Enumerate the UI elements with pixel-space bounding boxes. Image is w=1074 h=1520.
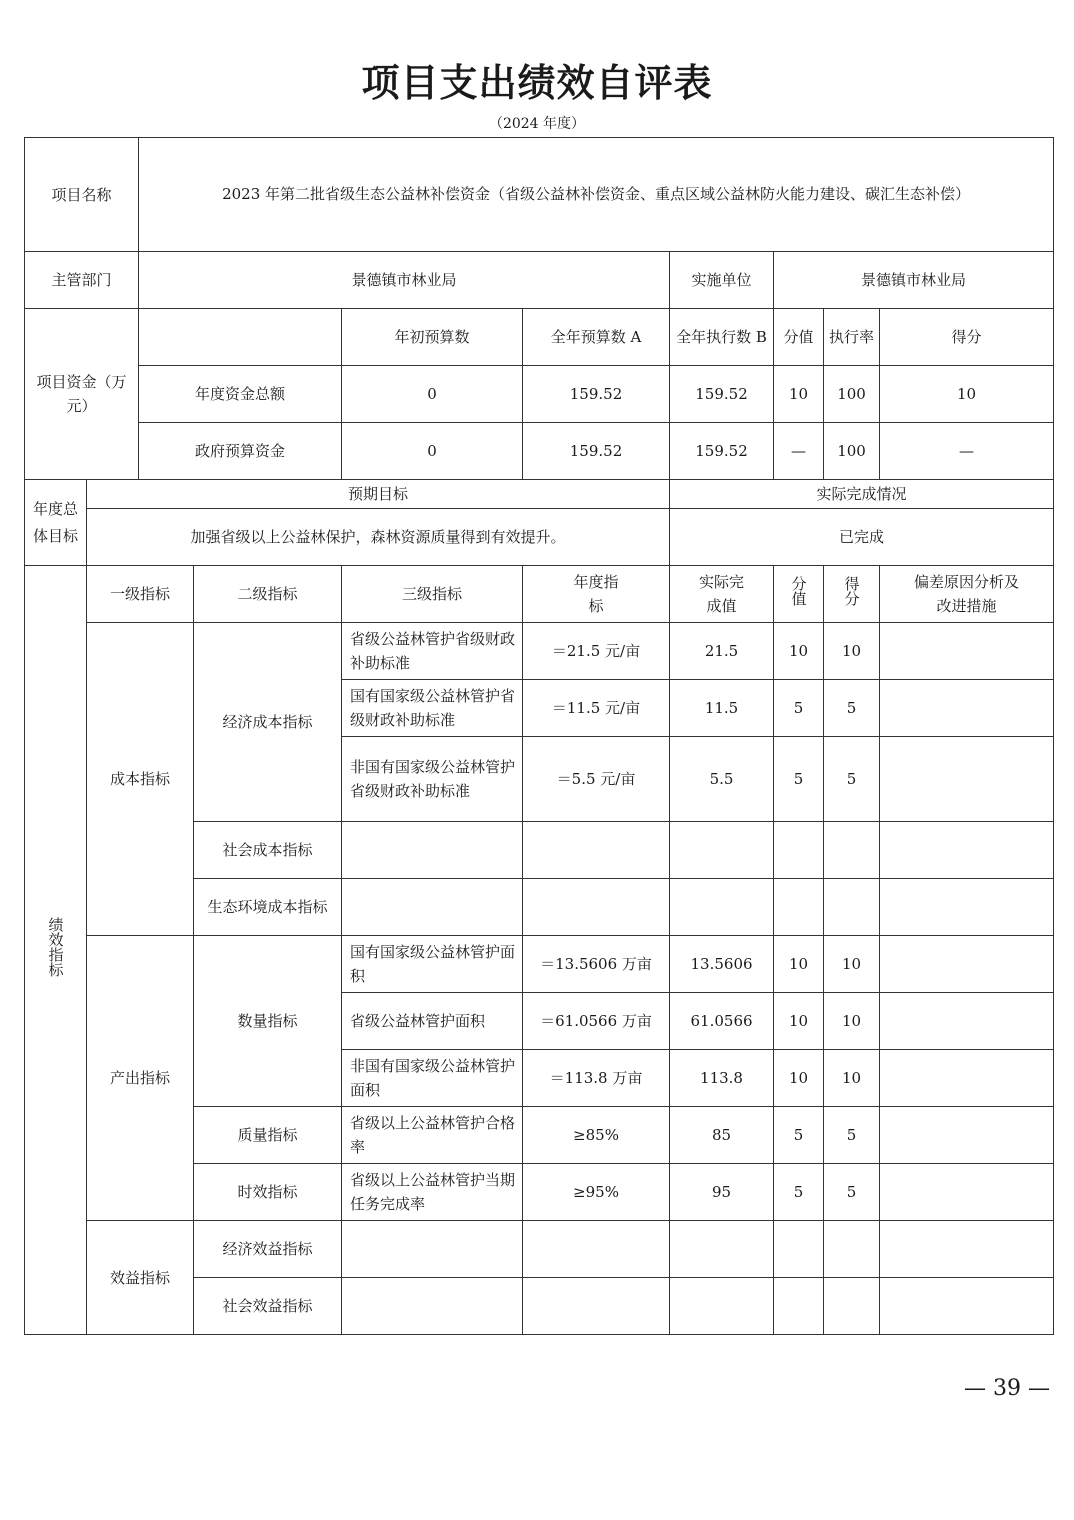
funds-cell: — <box>774 423 824 480</box>
got-cell <box>824 822 880 879</box>
reason-cell <box>880 1221 1054 1278</box>
level2-cell: 经济成本指标 <box>194 623 342 822</box>
level2-cell: 时效指标 <box>194 1164 342 1221</box>
funds-header-initial: 年初预算数 <box>342 309 523 366</box>
level1-cell: 产出指标 <box>87 936 194 1221</box>
ind-header-level2: 二级指标 <box>194 566 342 623</box>
actual-cell: 113.8 <box>670 1050 774 1107</box>
funds-cell: 100 <box>824 423 880 480</box>
goal-expected-header: 预期目标 <box>87 480 670 509</box>
got-cell <box>824 1278 880 1335</box>
ind-header-reason: 偏差原因分析及改进措施 <box>880 566 1054 623</box>
indicators-label <box>25 566 87 1335</box>
funds-cell: 100 <box>824 366 880 423</box>
indicator-header-row <box>25 566 1054 623</box>
target-cell <box>523 1221 670 1278</box>
level3-cell: 省级以上公益林管护当期任务完成率 <box>342 1164 523 1221</box>
project-name-row <box>25 138 1054 252</box>
level3-cell: 省级以上公益林管护合格率 <box>342 1107 523 1164</box>
actual-cell: 61.0566 <box>670 993 774 1050</box>
funds-header-row <box>25 309 1054 366</box>
reason-cell <box>880 879 1054 936</box>
level2-cell: 社会效益指标 <box>194 1278 342 1335</box>
ind-header-level1: 一级指标 <box>87 566 194 623</box>
target-cell: ＝61.0566 万亩 <box>523 993 670 1050</box>
page-number: — 39 — <box>964 1376 1050 1401</box>
actual-cell: 85 <box>670 1107 774 1164</box>
funds-row-label: 年度资金总额 <box>139 366 342 423</box>
score-cell: 5 <box>774 680 824 737</box>
reason-cell <box>880 680 1054 737</box>
funds-header-got: 得分 <box>880 309 1054 366</box>
page-title: 项目支出绩效自评表 <box>361 61 713 105</box>
level2-cell: 质量指标 <box>194 1107 342 1164</box>
funds-row <box>25 423 1054 480</box>
ind-header-got-text: 得分 <box>842 575 861 606</box>
actual-cell: 21.5 <box>670 623 774 680</box>
funds-header-blank <box>139 309 342 366</box>
reason-cell <box>880 1050 1054 1107</box>
indicator-body <box>25 566 1054 1335</box>
target-cell: ＝21.5 元/亩 <box>523 623 670 680</box>
funds-header-score: 分值 <box>774 309 824 366</box>
goal-actual: 已完成 <box>670 509 1054 566</box>
actual-cell: 5.5 <box>670 737 774 822</box>
actual-cell: 95 <box>670 1164 774 1221</box>
dept-value: 景德镇市林业局 <box>139 252 670 309</box>
reason-cell <box>880 993 1054 1050</box>
indicators-label-text: 绩效指标 <box>46 916 65 977</box>
level3-cell: 非国有国家级公益林管护面积 <box>342 1050 523 1107</box>
got-cell: 5 <box>824 737 880 822</box>
ind-header-score <box>774 566 824 623</box>
reason-cell <box>880 1164 1054 1221</box>
level2-cell: 社会成本指标 <box>194 822 342 879</box>
funds-cell: 0 <box>342 366 523 423</box>
target-cell: ＝5.5 元/亩 <box>523 737 670 822</box>
project-name-label: 项目名称 <box>25 138 139 252</box>
ind-header-actual: 实际完成值 <box>670 566 774 623</box>
target-cell <box>523 879 670 936</box>
funds-cell: 159.52 <box>523 366 670 423</box>
goal-actual-header: 实际完成情况 <box>670 480 1054 509</box>
funds-cell: 10 <box>880 366 1054 423</box>
target-cell <box>523 822 670 879</box>
reason-cell <box>880 822 1054 879</box>
level2-cell: 经济效益指标 <box>194 1221 342 1278</box>
goal-row <box>25 509 1054 566</box>
actual-cell <box>670 822 774 879</box>
actual-cell <box>670 879 774 936</box>
got-cell: 5 <box>824 1164 880 1221</box>
evaluation-table <box>24 137 1054 1335</box>
level3-cell <box>342 1221 523 1278</box>
funds-row-label: 政府预算资金 <box>139 423 342 480</box>
funds-header-executed: 全年执行数 B <box>670 309 774 366</box>
got-cell: 5 <box>824 1107 880 1164</box>
level3-cell <box>342 879 523 936</box>
score-cell <box>774 879 824 936</box>
score-cell: 5 <box>774 1107 824 1164</box>
level2-cell: 生态环境成本指标 <box>194 879 342 936</box>
ind-header-level3: 三级指标 <box>342 566 523 623</box>
funds-cell: 10 <box>774 366 824 423</box>
goal-header-row <box>25 480 1054 509</box>
score-cell: 10 <box>774 936 824 993</box>
funds-row <box>25 366 1054 423</box>
reason-cell <box>880 1107 1054 1164</box>
funds-cell: 0 <box>342 423 523 480</box>
dept-row <box>25 252 1054 309</box>
actual-cell: 11.5 <box>670 680 774 737</box>
target-cell: ＝11.5 元/亩 <box>523 680 670 737</box>
target-cell: ＝13.5606 万亩 <box>523 936 670 993</box>
got-cell: 10 <box>824 936 880 993</box>
score-cell <box>774 822 824 879</box>
level3-cell: 非国有国家级公益林管护省级财政补助标准 <box>342 737 523 822</box>
target-cell <box>523 1278 670 1335</box>
score-cell: 5 <box>774 1164 824 1221</box>
ind-header-target: 年度指标 <box>523 566 670 623</box>
funds-cell: 159.52 <box>670 423 774 480</box>
score-cell: 10 <box>774 1050 824 1107</box>
dept-label: 主管部门 <box>25 252 139 309</box>
level3-cell <box>342 1278 523 1335</box>
score-cell <box>774 1221 824 1278</box>
indicator-row <box>25 936 1054 993</box>
actual-cell: 13.5606 <box>670 936 774 993</box>
page-subtitle: （2024 年度） <box>488 116 586 132</box>
funds-cell: — <box>880 423 1054 480</box>
level3-cell: 国有国家级公益林管护面积 <box>342 936 523 993</box>
funds-cell: 159.52 <box>670 366 774 423</box>
level3-cell <box>342 822 523 879</box>
score-cell: 5 <box>774 737 824 822</box>
score-cell <box>774 1278 824 1335</box>
got-cell: 5 <box>824 680 880 737</box>
actual-cell <box>670 1278 774 1335</box>
funds-header-annual: 全年预算数 A <box>523 309 670 366</box>
indicator-row <box>25 623 1054 680</box>
actual-cell <box>670 1221 774 1278</box>
level2-cell: 数量指标 <box>194 936 342 1107</box>
target-cell: ≥85% <box>523 1107 670 1164</box>
ind-header-got <box>824 566 880 623</box>
reason-cell <box>880 623 1054 680</box>
header-section <box>25 138 1054 566</box>
funds-label: 项目资金（万元） <box>25 309 139 480</box>
target-cell: ≥95% <box>523 1164 670 1221</box>
reason-cell <box>880 737 1054 822</box>
project-name-value: 2023 年第二批省级生态公益林补偿资金（省级公益林补偿资金、重点区域公益林防火能力建设、碳汇生态补偿） <box>139 138 1054 252</box>
target-cell: ＝113.8 万亩 <box>523 1050 670 1107</box>
score-cell: 10 <box>774 623 824 680</box>
level1-cell: 成本指标 <box>87 623 194 936</box>
level3-cell: 省级公益林管护省级财政补助标准 <box>342 623 523 680</box>
got-cell: 10 <box>824 623 880 680</box>
got-cell <box>824 1221 880 1278</box>
score-cell: 10 <box>774 993 824 1050</box>
ind-header-score-text: 分值 <box>789 575 808 606</box>
level1-cell: 效益指标 <box>87 1221 194 1335</box>
got-cell <box>824 879 880 936</box>
funds-cell: 159.52 <box>523 423 670 480</box>
impl-label: 实施单位 <box>670 252 774 309</box>
reason-cell <box>880 1278 1054 1335</box>
goal-label: 年度总体目标 <box>25 480 87 566</box>
got-cell: 10 <box>824 993 880 1050</box>
level3-cell: 国有国家级公益林管护省级财政补助标准 <box>342 680 523 737</box>
funds-header-rate: 执行率 <box>824 309 880 366</box>
impl-value: 景德镇市林业局 <box>774 252 1054 309</box>
indicator-row <box>25 1221 1054 1278</box>
reason-cell <box>880 936 1054 993</box>
got-cell: 10 <box>824 1050 880 1107</box>
goal-expected: 加强省级以上公益林保护，森林资源质量得到有效提升。 <box>87 509 670 566</box>
level3-cell: 省级公益林管护面积 <box>342 993 523 1050</box>
